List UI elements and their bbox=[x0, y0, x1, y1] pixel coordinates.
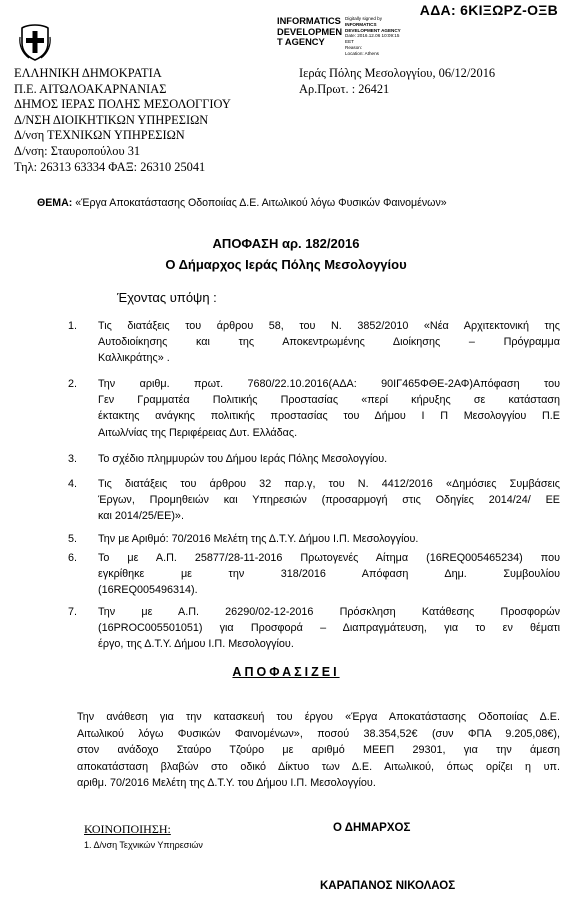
subject-label: ΘΕΜΑ: bbox=[37, 197, 73, 209]
list-item-number: 2. bbox=[68, 378, 78, 390]
list-item-number: 1. bbox=[68, 320, 78, 332]
subject-line bbox=[37, 197, 447, 209]
signature-meta-line: EET bbox=[345, 39, 354, 45]
issuer-line: Π.Ε. ΑΙΤΩΛΟΑΚΑΡΝΑΝΙΑΣ bbox=[14, 81, 167, 96]
protocol-number: Αρ.Πρωτ. : 26421 bbox=[299, 81, 390, 96]
list-item-number: 6. bbox=[68, 552, 78, 564]
signature-org-line: DEVELOPMEN bbox=[277, 26, 343, 37]
list-item-line: Καλλικράτης» . bbox=[98, 352, 170, 365]
having-considered: Έχοντας υπόψη : bbox=[117, 290, 217, 305]
greek-emblem-icon bbox=[18, 23, 52, 61]
subject-text: «Έργα Αποκατάστασης Οδοποιίας Δ.Ε. Αιτωλικού λόγω Φυσικών Φαινομένων» bbox=[72, 197, 447, 209]
notification-recipient: 1. Δ/νση Τεχνικών Υπηρεσιών bbox=[84, 840, 203, 850]
list-item-number: 3. bbox=[68, 453, 78, 465]
list-item-line: Το σχέδιο πλημμυρών του Δήμου Ιεράς Πόλης Μεσολογγίου. bbox=[98, 453, 388, 465]
signature-meta-line: Reason: bbox=[345, 44, 363, 50]
signature-meta-line: INFORMATICS bbox=[345, 21, 377, 27]
decision-body-line: Αιτωλικού λόγω Φυσικών Φαινομένων», ποσού 38.354,52€ (συν ΦΠΑ 9.205,08€), bbox=[77, 727, 560, 740]
list-item-number: 5. bbox=[68, 533, 78, 545]
decision-body-line: αριθμ. 70/2016 Μελέτη της Δ.Τ.Υ. του Δήμου Ι.Π. Μεσολογγίου. bbox=[77, 777, 376, 789]
decision-body-line: στον ανάδοχο Σταύρο Τζούρο με αριθμό ΜΕΕΠ 29301, για την άμεση bbox=[77, 744, 560, 756]
issuer-line: Τηλ: 26313 63334 ΦΑΞ: 26310 25041 bbox=[14, 159, 206, 174]
date-reference-block bbox=[299, 66, 495, 97]
list-item-line: Αυτοδιοίκησης και της Αποκεντρωμένης Διοίκησης – Πρόγραμμα bbox=[98, 336, 560, 349]
signature-meta-line: DEVELOPMENT AGENCY bbox=[345, 27, 401, 33]
issuer-line: Δ/νση ΤΕΧΝΙΚΩΝ ΥΠΗΡΕΣΙΩΝ bbox=[14, 128, 185, 143]
ada-code: ΑΔΑ: 6ΚΙΞΩΡΖ-ΟΞΒ bbox=[419, 2, 558, 18]
mayor-heading: Ο Δήμαρχος Ιεράς Πόλης Μεσολογγίου bbox=[165, 257, 407, 272]
decides-heading: ΑΠΟΦΑΣΙΖΕΙ bbox=[232, 665, 340, 679]
document-date: Ιεράς Πόλης Μεσολογγίου, 06/12/2016 bbox=[299, 66, 496, 80]
signature-meta bbox=[345, 16, 401, 57]
list-item-line: εγκρίθηκε με την 318/2016 Απόφαση Δημ. Συμβουλίου bbox=[98, 568, 560, 581]
signature-org-line: INFORMATICS bbox=[277, 16, 341, 26]
mayor-name: ΚΑΡΑΠΑΝΟΣ ΝΙΚΟΛΑΟΣ bbox=[320, 880, 456, 892]
list-item-line: (16REQ005496314). bbox=[98, 584, 198, 597]
signature-organization bbox=[277, 16, 342, 48]
issuer-line: ΕΛΛΗΝΙΚΗ ΔΗΜΟΚΡΑΤΙΑ bbox=[14, 66, 162, 80]
list-item-line: Γεν Γραμματέα Πολιτικής Προστασίας «περί κήρυξης σε κατάσταση bbox=[98, 394, 560, 407]
list-item-line: Αιτωλ/νίας της Περιφέρειας Δυτ. Ελλάδας. bbox=[98, 426, 298, 439]
signature-meta-line: Location: Athens bbox=[345, 50, 379, 56]
list-item-line: Τις διατάξεις του άρθρου 58, του Ν. 3852/2010 «Νέα Αρχιτεκτονική της bbox=[98, 320, 560, 332]
issuer-line: ΔΗΜΟΣ ΙΕΡΑΣ ΠΟΛΗΣ ΜΕΣΟΛΟΓΓΙΟΥ bbox=[14, 97, 231, 112]
signature-meta-line: Date: 2016.12.06 10:09:15 bbox=[345, 33, 400, 39]
list-item-line: Το με Α.Π. 25877/28-11-2016 Πρωτογενές Αίτημα (16REQ005465234) που bbox=[98, 552, 560, 564]
list-item-number: 4. bbox=[68, 478, 78, 490]
signature-meta-line: Digitally signed by bbox=[345, 16, 383, 21]
decision-body-line: Την ανάθεση για την κατασκευή του έργου «Έργα Αποκατάστασης Οδοποιίας Δ.Ε. bbox=[77, 711, 560, 723]
issuer-block bbox=[14, 66, 231, 175]
list-item-number: 7. bbox=[68, 606, 78, 618]
list-item-line: Την με Α.Π. 26290/02-12-2016 Πρόσκληση Κατάθεσης Προσφορών bbox=[98, 606, 560, 618]
list-item-line: Την με Αριθμό: 70/2016 Μελέτη της Δ.Τ.Υ. Δήμου Ι.Π. Μεσολογγίου. bbox=[98, 533, 419, 545]
list-item-line: (16PROC005501051) για Προσφορά – Διαπραγμάτευση, για το εν θέματι bbox=[98, 622, 560, 635]
list-item-line: Τις διατάξεις του άρθρου 32 παρ.γ, του Ν. 4412/2016 «Δημόσιες Συμβάσεις bbox=[98, 478, 560, 490]
list-item-line: και 2014/25/ΕΕ)». bbox=[98, 510, 184, 523]
decision-title: ΑΠΟΦΑΣΗ αρ. 182/2016 bbox=[212, 236, 360, 251]
decision-body-line: αποκατάσταση βλαβών στο οδικό Δίκτυο των Δ.Ε. Αιτωλικού, όπως ορίζει η υπ. bbox=[77, 760, 560, 773]
notification-label: ΚΟΙΝΟΠΟΙΗΣΗ: bbox=[84, 822, 171, 836]
signature-org-line: T AGENCY bbox=[277, 37, 325, 47]
mayor-signature-title: Ο ΔΗΜΑΡΧΟΣ bbox=[333, 822, 411, 834]
issuer-line: Δ/νση: Σταυροπούλου 31 bbox=[14, 143, 141, 158]
list-item-line: Την αριθμ. πρωτ. 7680/22.10.2016(ΑΔΑ: 90ΙΓ465ΦΘΕ-2ΑΦ)Απόφαση του bbox=[98, 378, 560, 390]
list-item-line: Έργων, Προμηθειών και Υπηρεσιών (προσαρμογή στις Οδηγίες 2014/24/ ΕΕ bbox=[98, 494, 560, 507]
decision-body bbox=[77, 709, 560, 792]
list-item-line: έκτακτης ανάγκης πολιτικής προστασίας του Δήμου Ι Π Μεσολογγίου Π.Ε bbox=[98, 410, 560, 423]
issuer-line: Δ/ΝΣΗ ΔΙΟΙΚΗΤΙΚΩΝ ΥΠΗΡΕΣΙΩΝ bbox=[14, 112, 209, 127]
list-item-line: έργο, της Δ.Τ.Υ. Δήμου Ι.Π. Μεσολογγίου. bbox=[98, 638, 294, 651]
